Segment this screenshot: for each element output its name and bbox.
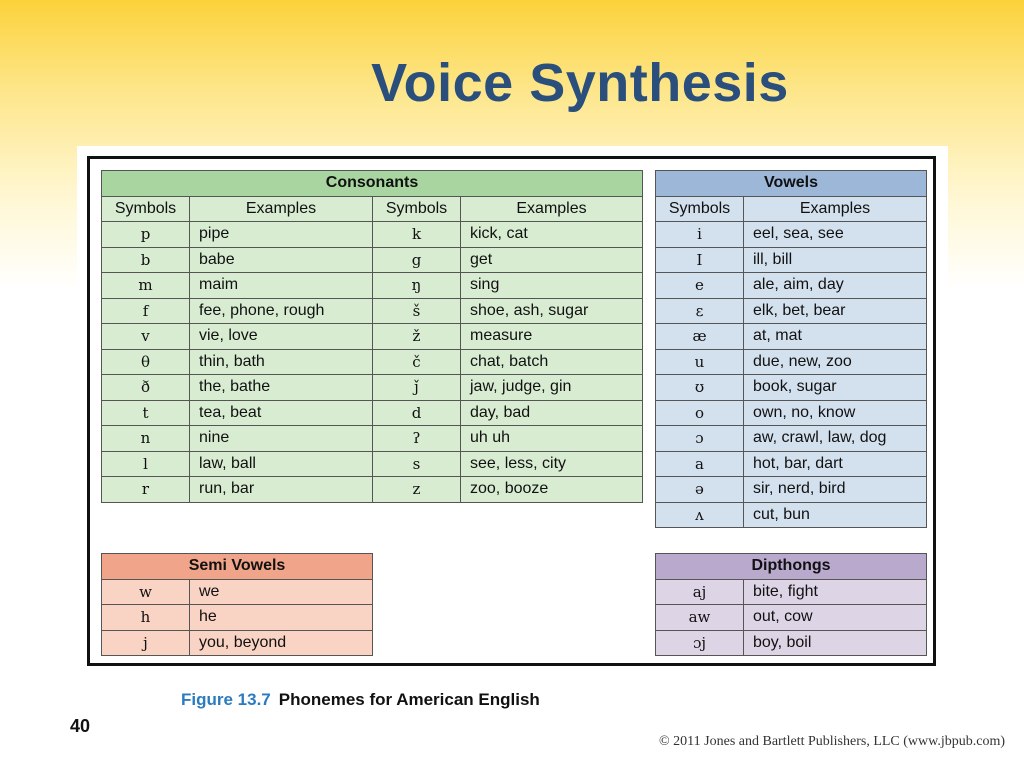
- example-cell: sir, nerd, bird: [744, 477, 927, 503]
- example-cell: zoo, booze: [461, 477, 643, 503]
- table-row: [656, 349, 927, 375]
- symbol-cell: ε: [656, 298, 744, 324]
- symbol-cell: d: [373, 400, 461, 426]
- column-header: Symbols: [656, 196, 744, 222]
- table-row: [102, 222, 643, 248]
- table-row: [102, 247, 643, 273]
- symbol-cell: ŋ: [373, 273, 461, 299]
- example-cell: jaw, judge, gin: [461, 375, 643, 401]
- table-row: [656, 630, 927, 656]
- example-cell: elk, bet, bear: [744, 298, 927, 324]
- table-row: [656, 451, 927, 477]
- table-row: [656, 426, 927, 452]
- caption-label: Figure 13.7: [181, 690, 271, 709]
- example-cell: out, cow: [744, 605, 927, 631]
- symbol-cell: e: [656, 273, 744, 299]
- dipthongs-table: [655, 553, 927, 656]
- semi-vowels-table: [101, 553, 373, 656]
- symbol-cell: ž: [373, 324, 461, 350]
- table-row: [656, 400, 927, 426]
- example-cell: law, ball: [190, 451, 373, 477]
- example-cell: you, beyond: [190, 630, 373, 656]
- table-row: [102, 349, 643, 375]
- example-cell: tea, beat: [190, 400, 373, 426]
- example-cell: he: [190, 605, 373, 631]
- symbol-cell: j: [102, 630, 190, 656]
- example-cell: chat, batch: [461, 349, 643, 375]
- caption-text: Phonemes for American English: [278, 690, 540, 709]
- symbol-cell: ɔ: [656, 426, 744, 452]
- table-row: [656, 375, 927, 401]
- table-row: [656, 222, 927, 248]
- symbol-cell: f: [102, 298, 190, 324]
- table-row: [656, 579, 927, 605]
- table-row: [656, 477, 927, 503]
- symbol-cell: z: [373, 477, 461, 503]
- symbol-cell: θ: [102, 349, 190, 375]
- symbol-cell: u: [656, 349, 744, 375]
- table-row: [102, 324, 643, 350]
- table-row: [102, 273, 643, 299]
- example-cell: get: [461, 247, 643, 273]
- example-cell: measure: [461, 324, 643, 350]
- symbol-cell: I: [656, 247, 744, 273]
- example-cell: maim: [190, 273, 373, 299]
- column-header: Symbols: [102, 196, 190, 222]
- table-row: [656, 502, 927, 528]
- example-cell: babe: [190, 247, 373, 273]
- symbol-cell: s: [373, 451, 461, 477]
- table-row: [102, 605, 373, 631]
- symbol-cell: k: [373, 222, 461, 248]
- example-cell: bite, fight: [744, 579, 927, 605]
- example-cell: own, no, know: [744, 400, 927, 426]
- vowels-table: [655, 170, 927, 528]
- symbol-cell: ʔ: [373, 426, 461, 452]
- example-cell: book, sugar: [744, 375, 927, 401]
- example-cell: we: [190, 579, 373, 605]
- column-header: Examples: [744, 196, 927, 222]
- example-cell: nine: [190, 426, 373, 452]
- example-cell: aw, crawl, law, dog: [744, 426, 927, 452]
- table-row: [656, 605, 927, 631]
- example-cell: ill, bill: [744, 247, 927, 273]
- symbol-cell: ʌ: [656, 502, 744, 528]
- vowels-title: Vowels: [656, 171, 927, 197]
- dipthongs-title: Dipthongs: [656, 554, 927, 580]
- symbol-cell: b: [102, 247, 190, 273]
- symbol-cell: ɔj: [656, 630, 744, 656]
- symbol-cell: v: [102, 324, 190, 350]
- symbol-cell: l: [102, 451, 190, 477]
- table-row: [102, 630, 373, 656]
- table-row: [102, 579, 373, 605]
- table-row: [656, 298, 927, 324]
- symbol-cell: g: [373, 247, 461, 273]
- example-cell: boy, boil: [744, 630, 927, 656]
- table-row: [656, 273, 927, 299]
- table-row: [102, 477, 643, 503]
- table-row: [102, 400, 643, 426]
- table-row: [102, 298, 643, 324]
- symbol-cell: aw: [656, 605, 744, 631]
- example-cell: the, bathe: [190, 375, 373, 401]
- example-cell: day, bad: [461, 400, 643, 426]
- figure-caption: [181, 690, 540, 710]
- symbol-cell: ð: [102, 375, 190, 401]
- symbol-cell: č: [373, 349, 461, 375]
- symbol-cell: aj: [656, 579, 744, 605]
- example-cell: sing: [461, 273, 643, 299]
- table-row: [102, 426, 643, 452]
- symbol-cell: æ: [656, 324, 744, 350]
- example-cell: run, bar: [190, 477, 373, 503]
- column-header: Symbols: [373, 196, 461, 222]
- example-cell: uh uh: [461, 426, 643, 452]
- symbol-cell: š: [373, 298, 461, 324]
- symbol-cell: t: [102, 400, 190, 426]
- symbol-cell: i: [656, 222, 744, 248]
- table-row: [102, 375, 643, 401]
- example-cell: fee, phone, rough: [190, 298, 373, 324]
- example-cell: cut, bun: [744, 502, 927, 528]
- column-header: Examples: [190, 196, 373, 222]
- copyright-notice: © 2011 Jones and Bartlett Publishers, LLC (www.jbpub.com): [659, 734, 1005, 749]
- example-cell: shoe, ash, sugar: [461, 298, 643, 324]
- consonants-table: [101, 170, 643, 503]
- example-cell: vie, love: [190, 324, 373, 350]
- example-cell: eel, sea, see: [744, 222, 927, 248]
- symbol-cell: w: [102, 579, 190, 605]
- symbol-cell: ə: [656, 477, 744, 503]
- example-cell: kick, cat: [461, 222, 643, 248]
- example-cell: see, less, city: [461, 451, 643, 477]
- symbol-cell: r: [102, 477, 190, 503]
- example-cell: thin, bath: [190, 349, 373, 375]
- symbol-cell: o: [656, 400, 744, 426]
- slide-title: Voice Synthesis: [371, 53, 789, 113]
- symbol-cell: m: [102, 273, 190, 299]
- column-header: Examples: [461, 196, 643, 222]
- example-cell: hot, bar, dart: [744, 451, 927, 477]
- example-cell: ale, aim, day: [744, 273, 927, 299]
- example-cell: pipe: [190, 222, 373, 248]
- page-number: 40: [70, 716, 91, 736]
- symbol-cell: n: [102, 426, 190, 452]
- symbol-cell: ǰ: [373, 375, 461, 401]
- symbol-cell: p: [102, 222, 190, 248]
- phoneme-figure: [77, 146, 948, 672]
- table-row: [656, 247, 927, 273]
- symbol-cell: h: [102, 605, 190, 631]
- symbol-cell: a: [656, 451, 744, 477]
- table-row: [102, 451, 643, 477]
- example-cell: at, mat: [744, 324, 927, 350]
- example-cell: due, new, zoo: [744, 349, 927, 375]
- semi-vowels-title: Semi Vowels: [102, 554, 373, 580]
- table-row: [656, 324, 927, 350]
- consonants-title: Consonants: [102, 171, 643, 197]
- symbol-cell: ʊ: [656, 375, 744, 401]
